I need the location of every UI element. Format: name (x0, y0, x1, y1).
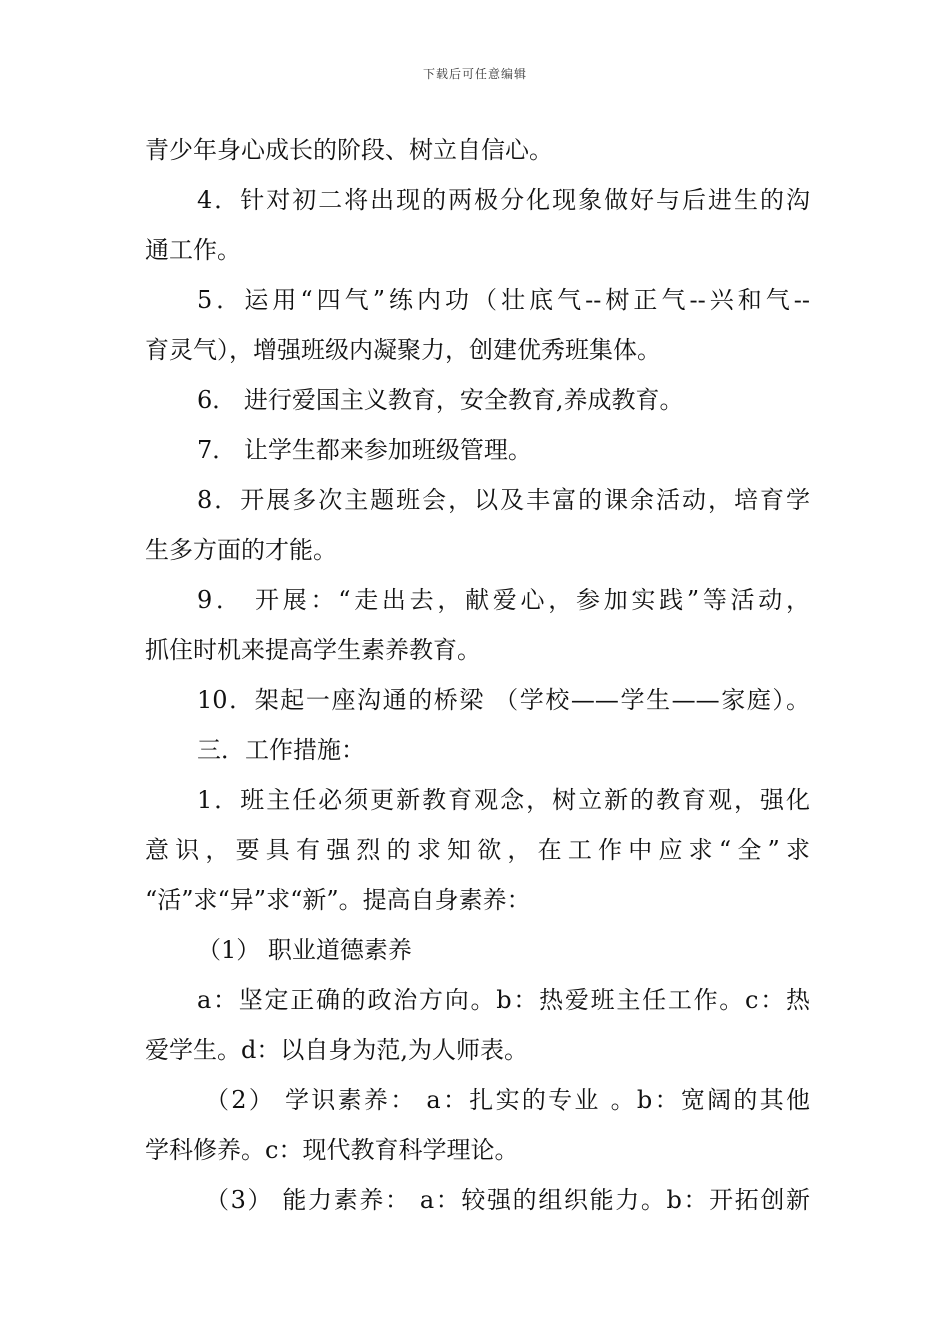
text-line: 10．架起一座沟通的桥梁 （学校——学生——家庭）。 (197, 686, 810, 714)
text-line: 抓住时机来提高学生素养教育。 (145, 636, 481, 664)
text-line: 6． 进行爱国主义教育，安全教育,养成教育。 (197, 386, 684, 414)
text-line: 1．班主任必须更新教育观念，树立新的教育观，强化 (197, 786, 810, 814)
text-line: 生多方面的才能。 (145, 536, 337, 564)
subsection-heading: （1） 职业道德素养 (197, 936, 412, 964)
text-line: 5．运用“四气”练内功（壮底气--树正气--兴和气-- (197, 286, 810, 314)
text-line: 学科修养。c：现代教育科学理论。 (145, 1136, 519, 1164)
text-line: （3） 能力素养： a：较强的组织能力。b：开拓创新 (205, 1186, 810, 1214)
text-line: a：坚定正确的政治方向。b：热爱班主任工作。c：热 (197, 986, 810, 1014)
text-line: 爱学生。d：以自身为范,为人师表。 (145, 1036, 528, 1064)
text-line: 青少年身心成长的阶段、树立自信心。 (145, 136, 553, 164)
text-line: 育灵气），增强班级内凝聚力，创建优秀班集体。 (145, 336, 661, 364)
text-line: 7． 让学生都来参加班级管理。 (197, 436, 532, 464)
text-line: “活”求“异”求“新”。提高自身素养： (145, 886, 531, 914)
text-line: 通工作。 (145, 236, 241, 264)
text-line: 8．开展多次主题班会，以及丰富的课余活动，培育学 (197, 486, 810, 514)
section-heading: 三．工作措施： (197, 736, 365, 764)
text-line: 4．针对初二将出现的两极分化现象做好与后进生的沟 (197, 186, 810, 214)
text-line: 意识，要具有强烈的求知欲，在工作中应求“全”求 (145, 836, 810, 864)
text-line: 9． 开展：“走出去，献爱心，参加实践”等活动， (197, 586, 810, 614)
text-line: （2） 学识素养： a：扎实的专业 。b：宽阔的其他 (205, 1086, 810, 1114)
page-header-note: 下载后可任意编辑 (422, 67, 527, 81)
